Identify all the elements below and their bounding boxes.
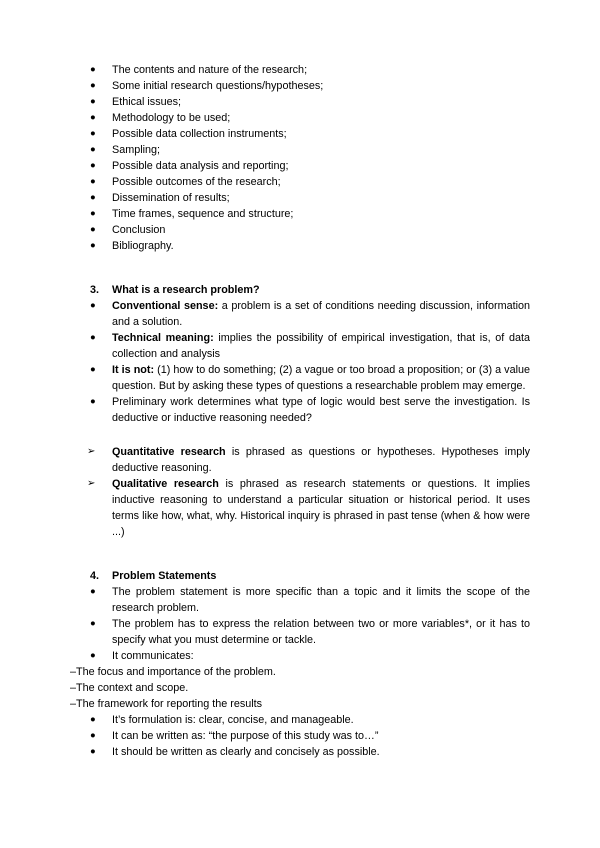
text-run: Possible outcomes of the research; (112, 176, 281, 188)
text-run: The problem has to express the relation between two or more variables*, or it has to specify what you must determine or tackle. (112, 618, 530, 646)
text-run: implies the possibility of empirical investigation, that is, of data collection and analysis (112, 332, 530, 360)
paragraph-text (112, 744, 530, 760)
paragraph-text (112, 126, 530, 142)
arrow-bullet-icon: ➢ (87, 478, 96, 489)
bullet-icon: ● (90, 650, 96, 661)
heading-number: 3. (90, 284, 100, 296)
text-run: Possible data collection instruments; (112, 128, 287, 140)
bullet-icon: ● (90, 332, 96, 343)
bullet-list-item (70, 728, 530, 744)
paragraph-text (112, 190, 530, 206)
text-run: Possible data analysis and reporting; (112, 160, 289, 172)
paragraph-text (112, 282, 530, 298)
bullet-list-item (70, 158, 530, 174)
heading-number: 4. (90, 570, 100, 582)
paragraph-text (112, 94, 530, 110)
paragraph-text (112, 330, 530, 362)
text-run: It should be written as clearly and concisely as possible. (112, 746, 380, 758)
bullet-list-item (70, 126, 530, 142)
paragraph-text (112, 616, 530, 648)
bold-text-run: What is a research problem? (112, 284, 260, 296)
document-content (70, 62, 530, 760)
text-run: It communicates: (112, 650, 194, 662)
text-run: It can be written as: “the purpose of this study was to…” (112, 730, 379, 742)
bullet-list-item (70, 394, 530, 426)
paragraph-text (112, 712, 530, 728)
text-run: Dissemination of results; (112, 192, 230, 204)
text-run: Preliminary work determines what type of logic would best serve the investigation. Is deductive or inductive reasoning needed? (112, 396, 530, 424)
text-run: It’s formulation is: clear, concise, and manageable. (112, 714, 354, 726)
text-run: is phrased as questions or hypotheses. Hypotheses imply deductive reasoning. (112, 446, 530, 474)
paragraph-text (112, 62, 530, 78)
arrow-list-item (70, 476, 530, 540)
bullet-list-item (70, 298, 530, 330)
bullet-list-item (70, 94, 530, 110)
text-run: Sampling; (112, 144, 161, 156)
text-run: a problem is a set of conditions needing discussion, information and a solution. (112, 300, 530, 328)
bullet-icon: ● (90, 618, 96, 629)
bullet-list-item (70, 744, 530, 760)
bullet-list-item (70, 362, 530, 394)
dash-line (70, 664, 530, 680)
bold-text-run: Qualitative research (112, 478, 219, 490)
text-run: The contents and nature of the research; (112, 64, 308, 76)
bullet-icon: ● (90, 96, 96, 107)
section-heading (70, 568, 530, 584)
paragraph-text (70, 664, 530, 680)
bold-text-run: It is not: (112, 364, 155, 376)
bold-text-run: Conventional sense: (112, 300, 219, 312)
text-run: is phrased as research statements or questions. It implies inductive reasoning to understand a particular situation or historical period. It uses terms like how, what, why. Historical inquiry is phrased in past tense (when & how were ...) (112, 478, 530, 538)
bullet-list-item (70, 174, 530, 190)
paragraph-text (112, 394, 530, 426)
bullet-list-item (70, 78, 530, 94)
paragraph-text (112, 728, 530, 744)
text-run: (1) how to do something; (2) a vague or too broad a proposition; or (3) a value question. But by asking these types of questions a researchable problem may emerge. (112, 364, 530, 392)
paragraph-spacer (70, 254, 530, 272)
paragraph-text (112, 142, 530, 158)
text-run: Ethical issues; (112, 96, 182, 108)
bullet-list-item (70, 222, 530, 238)
bullet-list-item (70, 584, 530, 616)
bullet-icon: ● (90, 240, 96, 251)
paragraph-text (112, 222, 530, 238)
bullet-list-item (70, 238, 530, 254)
paragraph-text (112, 476, 530, 540)
paragraph-text (112, 362, 530, 394)
bullet-icon: ● (90, 192, 96, 203)
arrow-bullet-icon: ➢ (87, 446, 96, 457)
bullet-icon: ● (90, 144, 96, 155)
paragraph-text (112, 78, 530, 94)
paragraph-spacer (70, 540, 530, 558)
bullet-list-item (70, 110, 530, 126)
paragraph-text (112, 110, 530, 126)
bullet-icon: ● (90, 746, 96, 757)
paragraph-text (112, 158, 530, 174)
bullet-icon: ● (90, 224, 96, 235)
text-run: Methodology to be used; (112, 112, 231, 124)
arrow-list-item (70, 444, 530, 476)
bold-text-run: Problem Statements (112, 570, 217, 582)
text-run: –The context and scope. (70, 682, 189, 694)
text-run: Conclusion (112, 224, 166, 236)
paragraph-text (70, 696, 530, 712)
paragraph-spacer (70, 426, 530, 444)
bullet-icon: ● (90, 160, 96, 171)
bullet-list-item (70, 648, 530, 664)
bullet-icon: ● (90, 730, 96, 741)
bullet-icon: ● (90, 300, 96, 311)
bullet-list-item (70, 62, 530, 78)
bold-text-run: Technical meaning: (112, 332, 214, 344)
paragraph-text (112, 238, 530, 254)
bullet-icon: ● (90, 714, 96, 725)
bullet-icon: ● (90, 208, 96, 219)
bullet-icon: ● (90, 64, 96, 75)
dash-line (70, 680, 530, 696)
bullet-list-item (70, 330, 530, 362)
paragraph-text (112, 206, 530, 222)
bullet-icon: ● (90, 80, 96, 91)
text-run: Some initial research questions/hypotheses; (112, 80, 324, 92)
bullet-icon: ● (90, 586, 96, 597)
paragraph-text (112, 568, 530, 584)
bullet-icon: ● (90, 112, 96, 123)
bullet-list-item (70, 206, 530, 222)
paragraph-text (112, 584, 530, 616)
bullet-icon: ● (90, 176, 96, 187)
text-run: The problem statement is more specific than a topic and it limits the scope of the research problem. (112, 586, 530, 614)
paragraph-text (112, 174, 530, 190)
bold-text-run: Quantitative research (112, 446, 226, 458)
dash-line (70, 696, 530, 712)
bullet-list-item (70, 142, 530, 158)
bullet-icon: ● (90, 396, 96, 407)
paragraph-text (112, 648, 530, 664)
section-heading (70, 282, 530, 298)
text-run: Bibliography. (112, 240, 174, 252)
bullet-list-item (70, 616, 530, 648)
text-run: Time frames, sequence and structure; (112, 208, 294, 220)
text-run: –The focus and importance of the problem. (70, 666, 276, 678)
paragraph-text (112, 298, 530, 330)
bullet-icon: ● (90, 364, 96, 375)
bullet-icon: ● (90, 128, 96, 139)
text-run: –The framework for reporting the results (70, 698, 263, 710)
bullet-list-item (70, 712, 530, 728)
bullet-list-item (70, 190, 530, 206)
paragraph-text (112, 444, 530, 476)
paragraph-text (70, 680, 530, 696)
